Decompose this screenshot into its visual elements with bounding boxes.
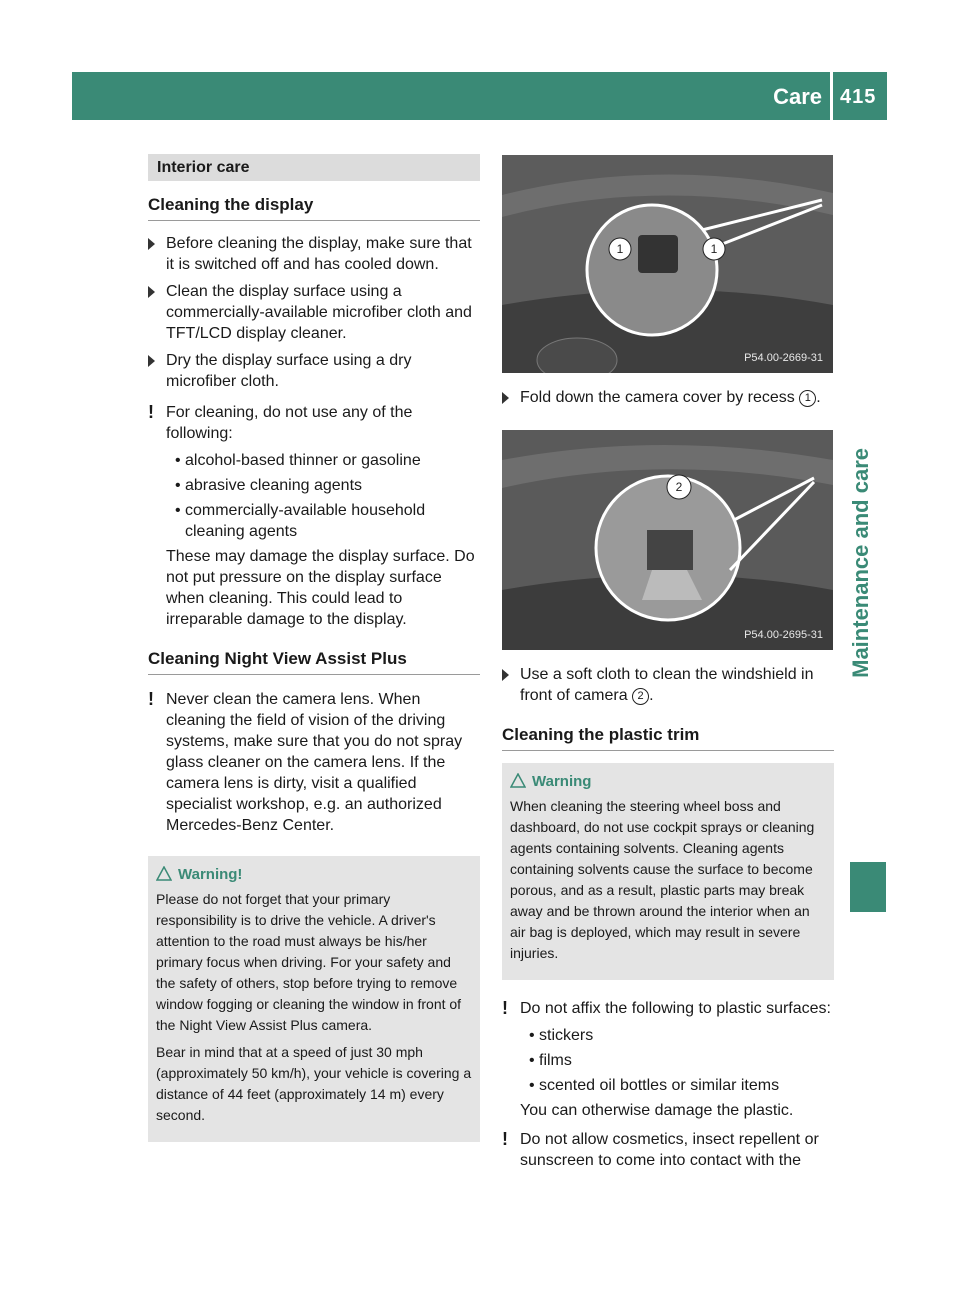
camera-photo-2	[502, 430, 833, 650]
step-item: Clean the display surface using a commercially-available microfiber cloth and TFT/LCD display cleaner.	[148, 281, 480, 344]
svg-text:1: 1	[710, 242, 718, 256]
bullet-icon: •	[529, 1027, 535, 1044]
list-item: • alcohol-based thinner or gasoline	[175, 452, 421, 469]
warning-triangle-icon	[510, 773, 526, 788]
header-bar	[72, 72, 834, 120]
warning-box: Warning! Please do not forget that your primary responsibility is to drive the vehicle. A driver's attention to the road must always be his/her primary focus when driving. For your safety and the safety of others, stop before trying to remove window fogging or cleaning the window in front of the Night View Assist Plus camera. Bear in mind that at a speed of just 30 mph (approximately 50 km/h), your vehicle is covering a distance of 44 feet (approximately 14 m) every second.	[148, 856, 480, 1142]
list-item: • films	[529, 1052, 572, 1069]
heading-cleaning-display: Cleaning the display	[148, 194, 480, 221]
bullet-icon: •	[175, 477, 181, 494]
chapter-title: Care	[773, 84, 822, 109]
arrow-icon	[148, 238, 155, 250]
page-number: 415	[840, 86, 877, 108]
side-tab	[848, 448, 888, 748]
exclamation-icon: !	[502, 998, 508, 1018]
note-block: ! Do not allow cosmetics, insect repellent or sunscreen to come into contact with the	[502, 1129, 819, 1169]
step-item: Before cleaning the display, make sure that it is switched off and has cooled down.	[148, 233, 480, 275]
bullet-icon: •	[175, 452, 181, 469]
exclamation-icon: !	[502, 1129, 508, 1149]
arrow-icon	[148, 286, 155, 298]
bullet-icon: •	[529, 1077, 535, 1094]
arrow-icon	[502, 392, 509, 404]
heading-night-view: Cleaning Night View Assist Plus	[148, 648, 480, 675]
list-item: • scented oil bottles or similar items	[529, 1077, 780, 1094]
callout-1-icon: 1	[799, 390, 816, 407]
camera-illustration-icon	[502, 155, 833, 373]
right-column	[502, 155, 834, 1177]
image-label: P54.00-2695-31	[744, 629, 823, 641]
side-tab-label: Maintenance and care	[848, 448, 873, 678]
step-item: Use a soft cloth to clean the windshield in front of camera 2 .	[502, 664, 834, 706]
svg-text:2: 2	[675, 480, 683, 494]
list-item: • commercially-available household cleaning agents	[175, 502, 426, 540]
warning-triangle-icon	[156, 866, 172, 881]
side-tab-marker	[850, 862, 886, 912]
note-block: ! For cleaning, do not use any of the following: • alcohol-based thinner or gasoline • abrasive cleaning agents • commercially-available household cleaning agents These may damage the display surface. Do not put pressure on the display surface when cleaning. This could lead to irreparable damage to the display.	[148, 402, 480, 630]
warning-title: Warning	[510, 771, 826, 792]
warning-title: Warning!	[156, 864, 472, 885]
windshield-illustration-icon	[502, 430, 833, 650]
svg-text:1: 1	[616, 242, 624, 256]
camera-photo-1	[502, 155, 833, 373]
warning-box: Warning When cleaning the steering wheel boss and dashboard, do not use cockpit sprays or cleaning agents containing solvents. Cleaning agents containing solvents cause the surface to become porous, and as a result, plastic parts may break away and be thrown around the interior when an air bag is deployed, which may result in severe injuries.	[502, 763, 834, 980]
step-item: Dry the display surface using a dry microfiber cloth.	[148, 350, 480, 392]
bullet-icon: •	[175, 502, 181, 519]
step-item: Fold down the camera cover by recess 1 .	[502, 387, 834, 408]
left-column	[148, 154, 480, 1142]
note-block: ! Never clean the camera lens. When cleaning the field of vision of the driving systems, make sure that you do not spray glass cleaner on the camera lens. If the camera lens is dirty, visit a qualified specialist workshop, e.g. an authorized Mercedes-Benz Center.	[148, 689, 463, 834]
exclamation-icon: !	[148, 402, 154, 422]
list-item: • abrasive cleaning agents	[175, 477, 363, 494]
section-bar: Interior care	[148, 154, 480, 181]
heading-plastic-trim: Cleaning the plastic trim	[502, 724, 834, 751]
note-block: ! Do not affix the following to plastic surfaces: • stickers • films • scented oil bottles or similar items You can otherwise damage the plastic.	[502, 998, 834, 1121]
exclamation-icon: !	[148, 689, 154, 709]
callout-2-icon: 2	[632, 688, 649, 705]
list-item: • stickers	[529, 1027, 594, 1044]
arrow-icon	[148, 355, 155, 367]
arrow-icon	[502, 669, 509, 681]
bullet-icon: •	[529, 1052, 535, 1069]
image-label: P54.00-2669-31	[744, 352, 823, 364]
